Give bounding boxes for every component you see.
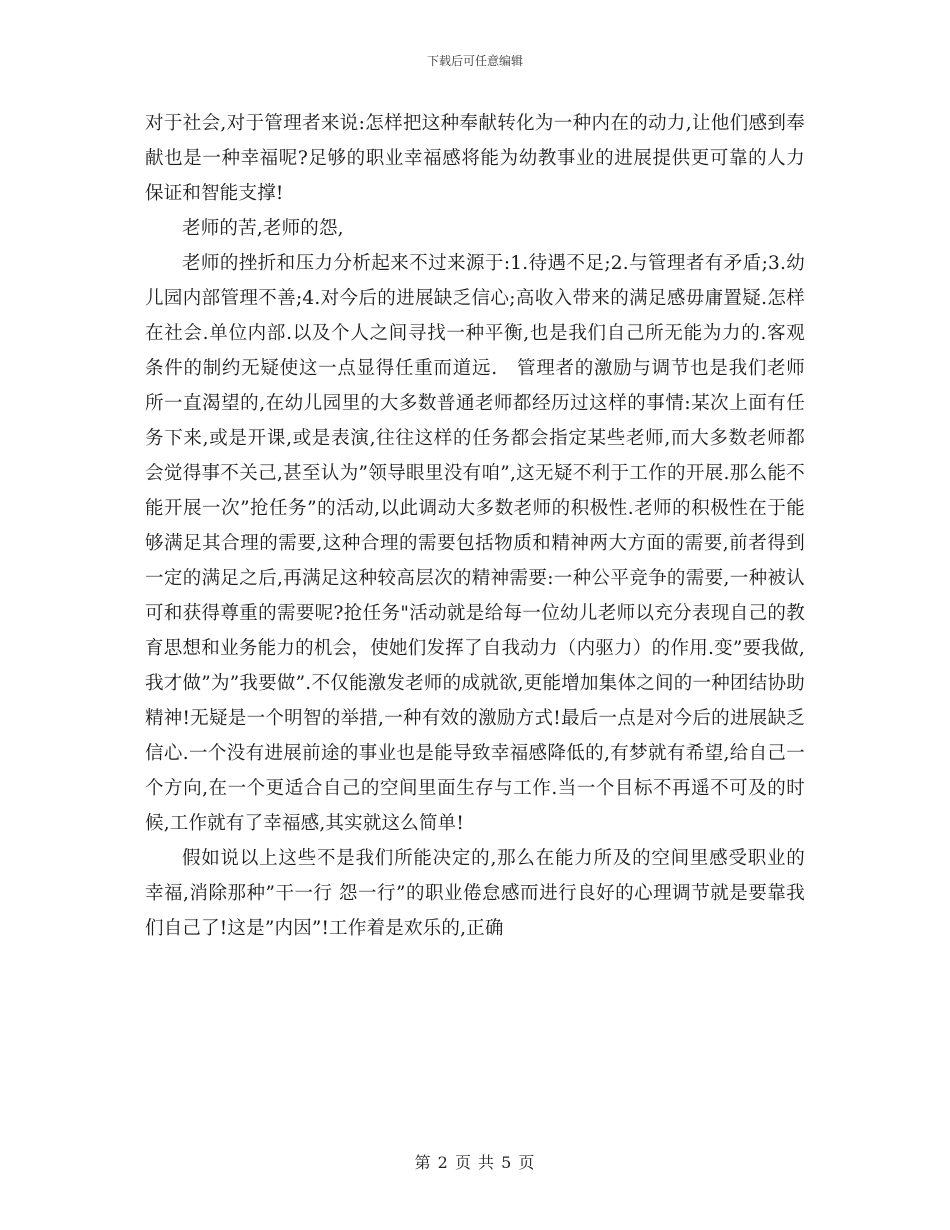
- paragraph-2: 老师的苦,老师的怨,: [182, 218, 344, 239]
- paragraph-3: 老师的挫折和压力分析起来不过来源于:1.待遇不足;2.与管理者有矛盾;3.幼儿园内部管理不善;4.对今后的进展缺乏信心;高收入带来的满足感毋庸置疑.怎样在社会.单位内部.以及个人之间寻找一种平衡,也是我们自己所无能为力的.客观条件的制约无疑使这一点显得任重而道远. 管理者的激励与调节也是我们老师所一直渴望的,在幼儿园里的大多数普通老师都经历过这样的事情:某次上面有任务下来,或是开课,或是表演,往往这样的任务都会指定某些老师,而大多数老师都会觉得事不关己,甚至认为”领导眼里没有咱”,这无疑不利于工作的开展.那么能不能开展一次”抢任务”的活动,以此调动大多数老师的积极性.老师的积极性在于能够满足其合理的需要,这种合理的需要包括物质和精神两大方面的需要,前者得到一定的满足之后,再满足这种较高层次的精神需要:一种公平竞争的需要,一种被认可和获得尊重的需要呢?抢任务"活动就是给每一位幼儿老师以充分表现自己的教育思想和业务能力的机会，使她们发挥了自我动力（内驱力）的作用.变”要我做,我才做”为”我要做”.不仅能激发老师的成就欲,更能增加集体之间的一种团结协助精神!无疑是一个明智的举措,一种有效的激励方式!最后一点是对今后的进展缺乏信心.一个没有进展前途的事业也是能导致幸福感降低的,有梦就有希望,给自己一个方向,在一个更适合自己的空间里面生存与工作.当一个目标不再遥不可及的时候,工作就有了幸福感,其实就这么简单!: [145, 253, 805, 834]
- paragraph-4: 假如说以上这些不是我们所能决定的,那么在能力所及的空间里感受职业的幸福,消除那种”干一行 怨一行”的职业倦怠感而进行良好的心理调节就是要靠我们自己了!这是”内因”!工作着是欢乐的,正确: [145, 848, 805, 939]
- page-number-footer: 第 2 页 共 5 页: [414, 1153, 536, 1172]
- paragraph-1: 对于社会,对于管理者来说:怎样把这种奉献转化为一种内在的动力,让他们感到奉献也是一种幸福呢?足够的职业幸福感将能为幼教事业的进展提供更可靠的人力保证和智能支撑!: [145, 113, 805, 204]
- page-header: 下载后可任意编辑: [426, 54, 523, 68]
- document-body: [145, 106, 805, 946]
